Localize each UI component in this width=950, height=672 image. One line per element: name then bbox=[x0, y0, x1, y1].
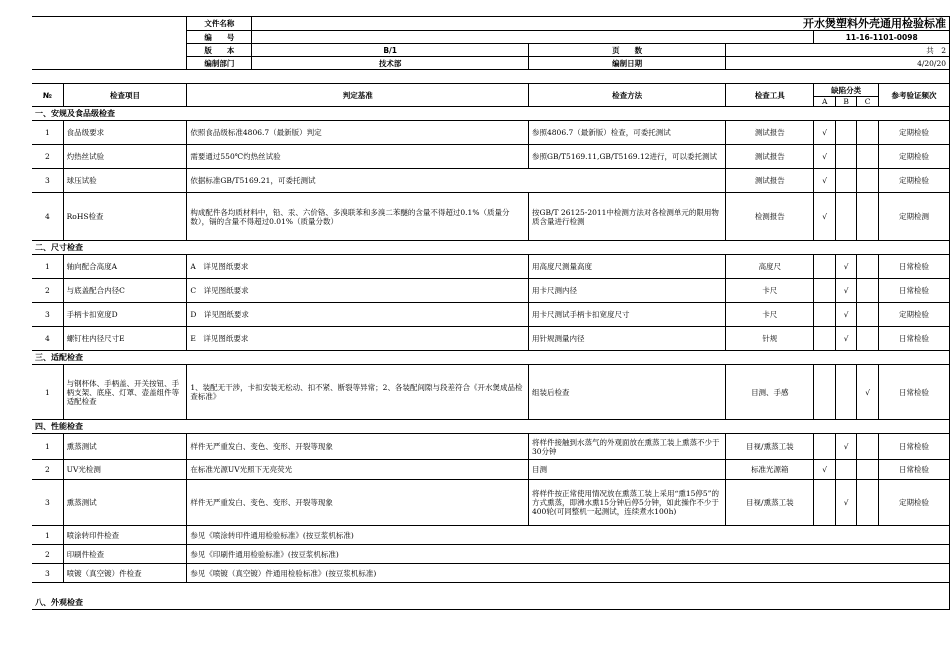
inspection-standard-table bbox=[32, 16, 950, 610]
check-a: √ bbox=[814, 169, 836, 193]
row-freq: 定期检验 bbox=[878, 169, 949, 193]
section-row bbox=[32, 107, 950, 121]
row-freq: 定期检测 bbox=[878, 193, 949, 241]
table-row bbox=[32, 327, 950, 351]
section-title: 八、外观检查 bbox=[32, 596, 950, 610]
row-method: 将样件接触到水蒸气的外观面放在熏蒸工装上熏蒸不少于30分钟 bbox=[529, 434, 726, 460]
row-item: 球压试验 bbox=[63, 169, 187, 193]
row-item: 熏蒸测试 bbox=[63, 480, 187, 526]
row-freq: 日常检验 bbox=[878, 327, 949, 351]
row-tool: 目视/熏蒸工装 bbox=[726, 480, 814, 526]
number-value: 11-16-1101-0098 bbox=[814, 31, 950, 44]
check-a: √ bbox=[814, 193, 836, 241]
row-no: 2 bbox=[32, 545, 63, 564]
row-item: UV光检测 bbox=[63, 460, 187, 480]
check-b: √ bbox=[835, 480, 857, 526]
table-row bbox=[32, 365, 950, 420]
row-tool: 卡尺 bbox=[726, 279, 814, 303]
table-row bbox=[32, 193, 950, 241]
section-title: 二、尺寸检查 bbox=[32, 241, 950, 255]
col-no: № bbox=[32, 84, 63, 107]
row-no: 3 bbox=[32, 169, 63, 193]
table-row bbox=[32, 169, 950, 193]
col-item: 检查项目 bbox=[63, 84, 187, 107]
row-method: 将样件按正常使用情况放在熏蒸工装上采用“熏15停5”的方式熏蒸，即沸水熏15分钟后停5分钟，如此操作不少于400轮(可同整机一起测试，连续煮水100h) bbox=[529, 480, 726, 526]
section-row bbox=[32, 420, 950, 434]
row-tool: 高度尺 bbox=[726, 255, 814, 279]
header-blank bbox=[32, 17, 187, 70]
row-tool: 目视/熏蒸工装 bbox=[726, 434, 814, 460]
col-a: A bbox=[814, 97, 836, 107]
row-method: 参照GB/T5169.11,GB/T5169.12进行，可以委托测试 bbox=[529, 145, 726, 169]
row-criteria: D 详见图纸要求 bbox=[187, 303, 529, 327]
row-freq: 日常检验 bbox=[878, 365, 949, 420]
row-item: 与底盖配合内径C bbox=[63, 279, 187, 303]
row-no: 4 bbox=[32, 327, 63, 351]
row-tool: 标准光源箱 bbox=[726, 460, 814, 480]
row-item: RoHS检查 bbox=[63, 193, 187, 241]
row-method: 用卡尺测内径 bbox=[529, 279, 726, 303]
number-label: 编 号 bbox=[187, 31, 252, 44]
row-method: 组装后检查 bbox=[529, 365, 726, 420]
row-criteria: 样件无严重发白、变色、变形、开裂等现象 bbox=[187, 434, 529, 460]
row-method: 参照4806.7（最新版）检查，可委托测试 bbox=[529, 121, 726, 145]
row-method: 用针规测量内径 bbox=[529, 327, 726, 351]
check-c: √ bbox=[857, 365, 879, 420]
row-no: 1 bbox=[32, 255, 63, 279]
row-tool: 卡尺 bbox=[726, 303, 814, 327]
row-no: 2 bbox=[32, 279, 63, 303]
header-gap bbox=[32, 70, 950, 84]
table-row bbox=[32, 564, 950, 583]
gap-row bbox=[32, 583, 950, 596]
row-item: 印刷件检查 bbox=[63, 545, 187, 564]
row-criteria: 依照食品级标准4806.7（最新版）判定 bbox=[187, 121, 529, 145]
check-b: √ bbox=[835, 327, 857, 351]
page-label: 页 数 bbox=[529, 44, 726, 57]
row-no: 3 bbox=[32, 303, 63, 327]
row-freq: 日常检验 bbox=[878, 255, 949, 279]
row-no: 1 bbox=[32, 434, 63, 460]
col-method: 检查方法 bbox=[529, 84, 726, 107]
row-method: 用卡尺测试手柄卡扣宽度尺寸 bbox=[529, 303, 726, 327]
check-a: √ bbox=[814, 460, 836, 480]
row-no: 1 bbox=[32, 526, 63, 545]
row-tool: 测试报告 bbox=[726, 145, 814, 169]
row-item: 食品级要求 bbox=[63, 121, 187, 145]
row-item: 熏蒸测试 bbox=[63, 434, 187, 460]
file-name-value: 开水煲塑料外壳通用检验标准 bbox=[252, 17, 950, 31]
row-tool: 针规 bbox=[726, 327, 814, 351]
col-tool: 检查工具 bbox=[726, 84, 814, 107]
dept-label: 编制部门 bbox=[187, 57, 252, 70]
table-row bbox=[32, 279, 950, 303]
row-criteria: 依据标准GB/T5169.21，可委托测试 bbox=[187, 169, 726, 193]
section-title: 四、性能检查 bbox=[32, 420, 950, 434]
row-no: 2 bbox=[32, 145, 63, 169]
row-freq: 日常检验 bbox=[878, 434, 949, 460]
col-c: C bbox=[857, 97, 879, 107]
section-title: 一、安规及食品级检查 bbox=[32, 107, 950, 121]
file-name-label: 文件名称 bbox=[187, 17, 252, 31]
table-row bbox=[32, 255, 950, 279]
row-item: 与钢杯体、手柄盖、开关按钮、手柄支架、底座、灯罩、壶盖组件等适配检查 bbox=[63, 365, 187, 420]
row-criteria: 在标准光源UV光照下无亮荧光 bbox=[187, 460, 529, 480]
section-title: 三、适配检查 bbox=[32, 351, 950, 365]
row-criteria: 构成配件各均质材料中，铅、汞、六价铬、多溴联苯和多溴二苯醚的含量不得超过0.1%（质量分数），镉的含量不得超过0.01%（质量分数） bbox=[187, 193, 529, 241]
table-row bbox=[32, 526, 950, 545]
col-b: B bbox=[835, 97, 857, 107]
row-method: 按GB/T 26125-2011中检测方法对各检测单元的限用物质含量进行检测 bbox=[529, 193, 726, 241]
section-row bbox=[32, 596, 950, 610]
number-spacer bbox=[252, 31, 814, 44]
check-b: √ bbox=[835, 303, 857, 327]
row-freq: 日常检验 bbox=[878, 279, 949, 303]
row-item: 灼热丝试验 bbox=[63, 145, 187, 169]
row-no: 3 bbox=[32, 480, 63, 526]
table-row bbox=[32, 480, 950, 526]
row-criteria: 样件无严重发白、变色、变形、开裂等现象 bbox=[187, 480, 529, 526]
header-row-1 bbox=[32, 17, 950, 31]
date-value: 4/20/20 bbox=[726, 57, 950, 70]
section-row bbox=[32, 351, 950, 365]
page-value: 共 2 bbox=[726, 44, 950, 57]
row-criteria: 参见《喷涂转印件通用检验标准》(按豆浆机标准) bbox=[187, 526, 950, 545]
row-no: 2 bbox=[32, 460, 63, 480]
row-tool: 测试报告 bbox=[726, 121, 814, 145]
table-row bbox=[32, 545, 950, 564]
date-label: 编制日期 bbox=[529, 57, 726, 70]
row-method: 目测 bbox=[529, 460, 726, 480]
table-row bbox=[32, 145, 950, 169]
row-item: 喷镀（真空镀）件检查 bbox=[63, 564, 187, 583]
row-freq: 日常检验 bbox=[878, 460, 949, 480]
row-no: 1 bbox=[32, 121, 63, 145]
row-item: 轴向配合高度A bbox=[63, 255, 187, 279]
row-item: 手柄卡扣宽度D bbox=[63, 303, 187, 327]
row-tool: 检测报告 bbox=[726, 193, 814, 241]
table-row bbox=[32, 434, 950, 460]
column-header-row bbox=[32, 84, 950, 97]
row-criteria: 需要通过550℃灼热丝试验 bbox=[187, 145, 529, 169]
section-row bbox=[32, 241, 950, 255]
version-label: 版 本 bbox=[187, 44, 252, 57]
row-method: 用高度尺测量高度 bbox=[529, 255, 726, 279]
dept-value: 技术部 bbox=[252, 57, 529, 70]
row-item: 喷涂转印件检查 bbox=[63, 526, 187, 545]
row-tool: 目测、手感 bbox=[726, 365, 814, 420]
row-criteria: 1、装配无干涉，卡扣安装无松动、扣不紧、断裂等异常；2、各装配间隙与段差符合《开水煲成品检查标准》 bbox=[187, 365, 529, 420]
check-a: √ bbox=[814, 121, 836, 145]
row-freq: 定期检验 bbox=[878, 303, 949, 327]
col-defect: 缺陷分类 bbox=[814, 84, 879, 97]
row-item: 螺钉柱内径尺寸E bbox=[63, 327, 187, 351]
check-b: √ bbox=[835, 434, 857, 460]
row-criteria: C 详见图纸要求 bbox=[187, 279, 529, 303]
check-a: √ bbox=[814, 145, 836, 169]
row-no: 3 bbox=[32, 564, 63, 583]
table-row bbox=[32, 121, 950, 145]
row-tool: 测试报告 bbox=[726, 169, 814, 193]
table-row bbox=[32, 303, 950, 327]
col-criteria: 判定基准 bbox=[187, 84, 529, 107]
check-b: √ bbox=[835, 255, 857, 279]
row-criteria: 参见《喷镀（真空镀）件通用检验标准》(按豆浆机标准) bbox=[187, 564, 950, 583]
row-no: 4 bbox=[32, 193, 63, 241]
row-criteria: A 详见图纸要求 bbox=[187, 255, 529, 279]
col-freq: 参考验证频次 bbox=[878, 84, 949, 107]
row-freq: 定期检验 bbox=[878, 480, 949, 526]
row-criteria: E 详见图纸要求 bbox=[187, 327, 529, 351]
table-row bbox=[32, 460, 950, 480]
row-freq: 定期检验 bbox=[878, 121, 949, 145]
row-no: 1 bbox=[32, 365, 63, 420]
version-value: B/1 bbox=[252, 44, 529, 57]
row-freq: 定期检验 bbox=[878, 145, 949, 169]
row-criteria: 参见《印刷件通用检验标准》(按豆浆机标准) bbox=[187, 545, 950, 564]
check-b: √ bbox=[835, 279, 857, 303]
